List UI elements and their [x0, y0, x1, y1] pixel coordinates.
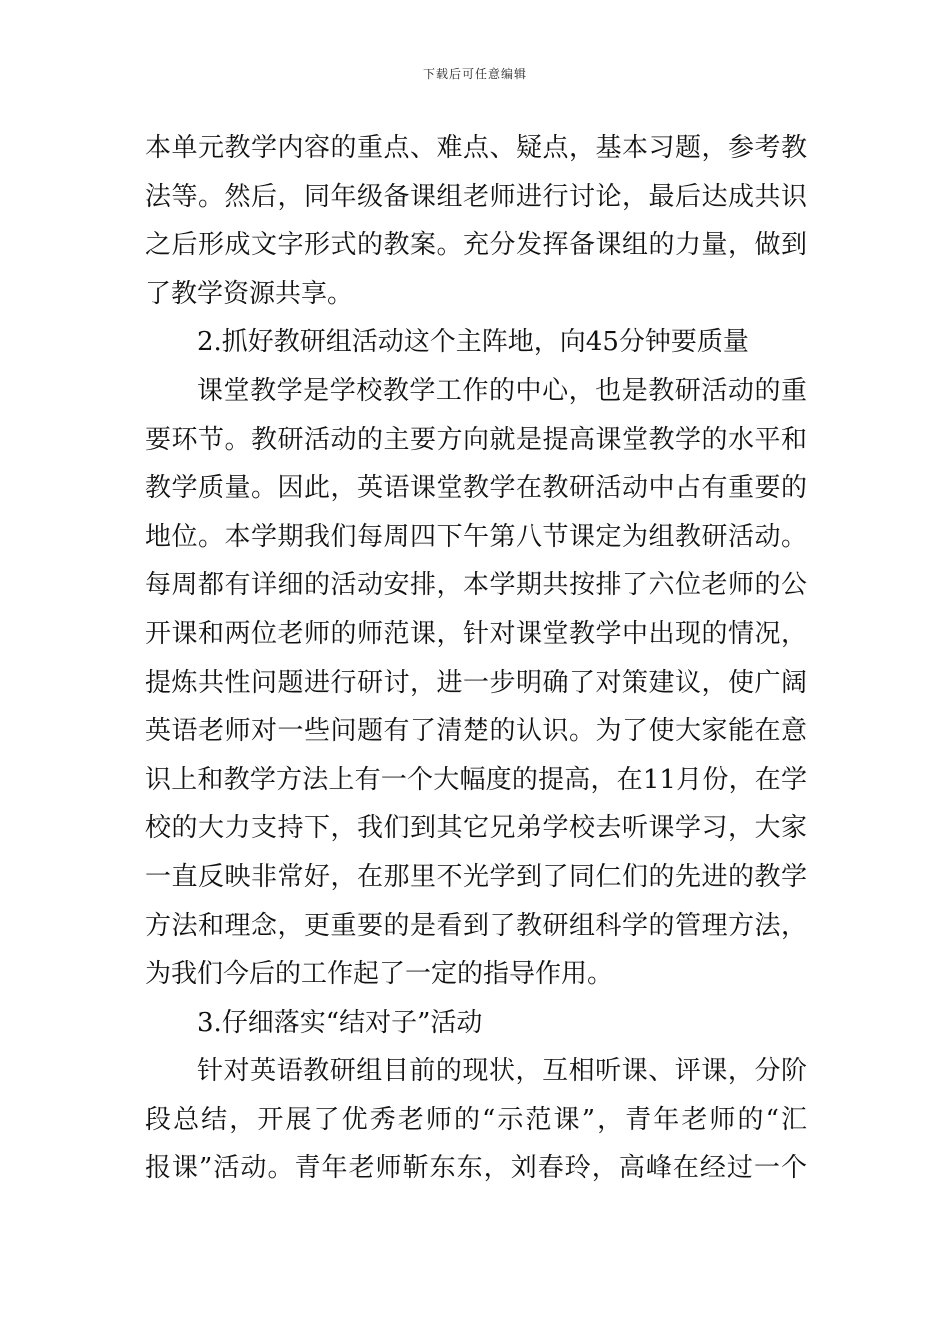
text-line: 地位。本学期我们每周四下午第八节课定为组教研活动。 — [145, 521, 807, 552]
page-header: 下载后可任意编辑 — [422, 67, 527, 81]
text-line: 本单元教学内容的重点、难点、疑点，基本习题，参考教 — [145, 133, 807, 163]
text-line: 报课”活动。青年老师靳东东，刘春玲，高峰在经过一个 — [145, 1153, 807, 1184]
text-line: 了教学资源共享。 — [145, 278, 354, 309]
text-line: 课堂教学是学校教学工作的中心，也是教研活动的重 — [197, 375, 807, 406]
text-line: 针对英语教研组目前的现状，互相听课、评课，分阶 — [197, 1056, 807, 1087]
text-line: 校的大力支持下，我们到其它兄弟学校去听课学习，大家 — [145, 813, 807, 844]
text-line: 教学质量。因此，英语课堂教学在教研活动中占有重要的 — [145, 473, 807, 504]
text-line: 英语老师对一些问题有了清楚的认识。为了使大家能在意 — [145, 716, 807, 747]
text-line: 开课和两位老师的师范课，针对课堂教学中出现的情况， — [145, 618, 807, 649]
text-line: 识上和教学方法上有一个大幅度的提高，在11月份，在学 — [145, 764, 807, 795]
section-heading-3: 3.仔细落实“结对子”活动 — [197, 1007, 483, 1038]
text-line: 要环节。教研活动的主要方向就是提高课堂教学的水平和 — [145, 424, 807, 455]
document-body — [145, 124, 807, 1193]
text-line: 段总结，开展了优秀老师的“示范课”，青年老师的“汇 — [145, 1104, 807, 1135]
text-line: 提炼共性问题进行研讨，进一步明确了对策建议，使广阔 — [145, 667, 807, 698]
text-line: 为我们今后的工作起了一定的指导作用。 — [145, 959, 614, 990]
text-line: 法等。然后，同年级备课组老师进行讨论，最后达成共识 — [145, 181, 807, 212]
section-heading-2: 2.抓好教研组活动这个主阵地，向45分钟要质量 — [197, 327, 749, 358]
text-line: 方法和理念，更重要的是看到了教研组科学的管理方法， — [145, 910, 807, 941]
text-line: 一直反映非常好，在那里不光学到了同仁们的先进的教学 — [145, 861, 807, 892]
text-line: 之后形成文字形式的教案。充分发挥备课组的力量，做到 — [145, 230, 807, 261]
text-line: 每周都有详细的活动安排，本学期共按排了六位老师的公 — [145, 570, 807, 601]
